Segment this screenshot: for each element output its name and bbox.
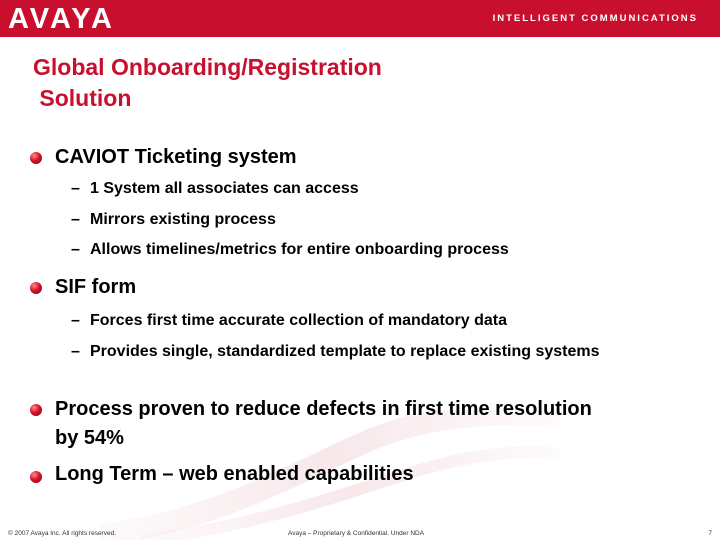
sub-bullet-text: Forces first time accurate collection of mandatory data [90,312,508,329]
header-bar [0,0,720,37]
bullet-text: CAVIOT Ticketing system [55,146,297,168]
sub-bullet-marker: – [71,241,80,258]
sub-bullet-text: 1 System all associates can access [90,180,359,197]
avaya-logo: AVAYA [8,3,115,35]
sub-bullet-marker: – [71,180,80,197]
sub-bullet-marker: – [71,312,80,329]
slide-title: Global Onboarding/Registration Solution [33,54,382,111]
bullet-text: Long Term – web enabled capabilities [55,463,414,485]
sub-bullet-marker: – [71,211,80,228]
bullet-marker-icon [30,282,42,294]
header-tagline: INTELLIGENT COMMUNICATIONS [492,13,698,24]
footer-copyright: © 2007 Avaya Inc. All rights reserved. [8,530,117,537]
bullet-marker-icon [30,471,42,483]
sub-bullet-text: Provides single, standardized template to replace existing systems [90,343,600,360]
bullet-marker-icon [30,404,42,416]
sub-bullet-marker: – [71,343,80,360]
footer-confidential: Avaya – Proprietary & Confidential. Under NDA [288,530,425,537]
bullet-text: Process proven to reduce defects in first time resolution by 54% [55,398,592,449]
page-number: 7 [708,530,712,537]
bullet-marker-icon [30,152,42,164]
sub-bullet-text: Allows timelines/metrics for entire onboarding process [90,241,509,258]
sub-bullet-text: Mirrors existing process [90,211,276,228]
bullet-text: SIF form [55,276,137,298]
